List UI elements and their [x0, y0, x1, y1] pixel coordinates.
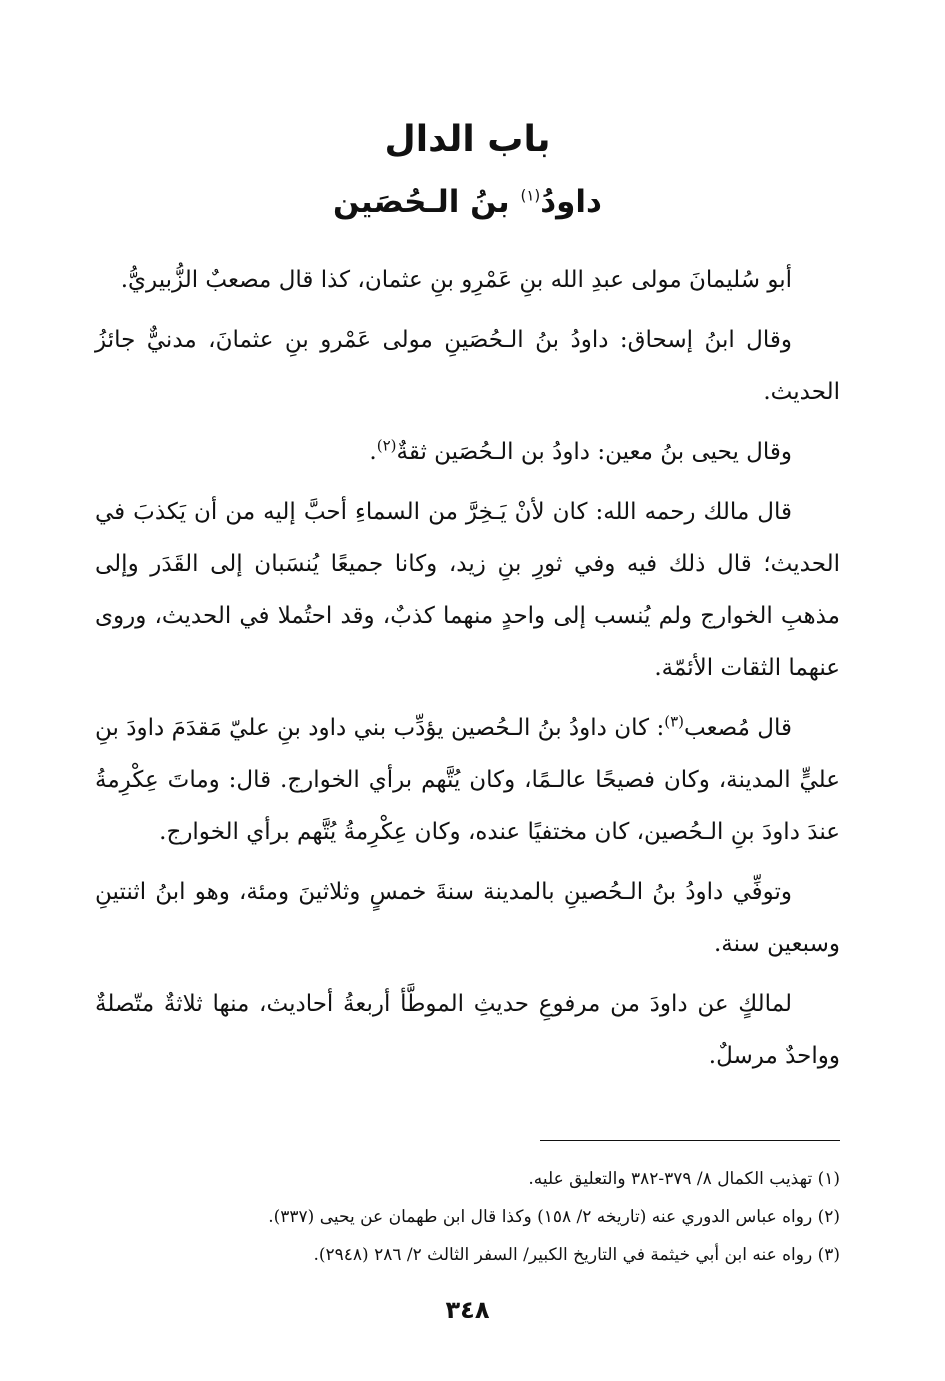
footnote-mark-2: (٢) — [376, 436, 397, 455]
paragraph-5-start: قال مُصعب — [683, 715, 792, 741]
footnote-1: (١) تهذيب الكمال ٨/ ٣٧٩-٣٨٢ والتعليق عليه. — [528, 1169, 840, 1189]
paragraph-4: قال مالك رحمه الله: كان لأنْ يَـخِرَّ من السماءِ أحبَّ إليه من أن يَكذبَ في الحديث؛ قال ذلك فيه وفي ثورِ بنِ زيد، وكانا جميعًا يُنسَبان إلى القَدَر وإلى مذهبِ الخوارج ولم يُنسب إلى واحدٍ منهما كذبٌ، وقد احتُملا في الحديث، وروى عنهما الثقات الأئمّة. — [95, 499, 840, 681]
paragraph-3-text: وقال يحيى بنُ معين: داودُ بن الـحُصَين ثقةٌ — [396, 439, 792, 465]
page-number: ٣٤٨ — [445, 1296, 490, 1324]
entry-name-part2: بنُ الـحُصَين — [333, 184, 521, 220]
entry-footnote-mark: (١) — [520, 186, 541, 205]
book-page — [95, 100, 840, 1340]
footnote-3: (٣) رواه عنه ابن أبي خيثمة في التاريخ الكبير/ السفر الثالث ٢/ ٢٨٦ (٢٩٤٨). — [313, 1245, 840, 1265]
paragraph-7: لمالكٍ عن داودَ من مرفوعِ حديثِ الموطَّأ أربعةُ أحاديث، منها ثلاثةٌ متّصلةٌ وواحدٌ مرسلٌ. — [95, 991, 840, 1069]
footnote-mark-3: (٣) — [664, 712, 684, 731]
paragraph-3-end: . — [369, 439, 377, 465]
body-text — [95, 254, 840, 1082]
paragraph-5-text: : كان داودُ بنُ الـحُصين يؤدِّب بني داود بنِ عليّ مَقدَمَ داودَ بنِ عليٍّ المدينة، وكان فصيحًا عالـمًا، وكان يُتَّهم برأي الخوارج. قال: وماتَ عِكْرِمةُ عندَ داودَ بنِ الـحُصين، كان مختفيًا عنده، وكان عِكْرِمةُ يُتَّهم برأي الخوارج. — [95, 715, 840, 845]
paragraph-1: أبو سُليمانَ مولى عبدِ الله بنِ عَمْرِو بنِ عثمان، كذا قال مصعبٌ الزُّبيريُّ. — [120, 267, 792, 293]
chapter-title: باب الدال — [384, 119, 551, 160]
footnotes — [95, 1160, 840, 1274]
paragraph-3 — [95, 426, 840, 478]
footnote-divider — [540, 1140, 840, 1141]
paragraph-6: وتوفِّي داودُ بنُ الـحُصينِ بالمدينة سنةَ خمسٍ وثلاثينَ ومئة، وهو ابنُ اثنتينِ وسبعين سنة. — [95, 879, 840, 957]
footnote-2: (٢) رواه عباس الدوري عنه (تاريخه ٢/ ١٥٨) وكذا قال ابن طهمان عن يحيى (٣٣٧). — [268, 1207, 840, 1227]
paragraph-2: وقال ابنُ إسحاق: داودُ بنُ الـحُصَينِ مولى عَمْرو بنِ عثمانَ، مدنيٌّ جائزُ الحديث. — [95, 327, 840, 405]
paragraph-5 — [95, 702, 840, 858]
entry-title — [95, 174, 840, 230]
entry-name-part1: داودُ — [540, 184, 602, 220]
